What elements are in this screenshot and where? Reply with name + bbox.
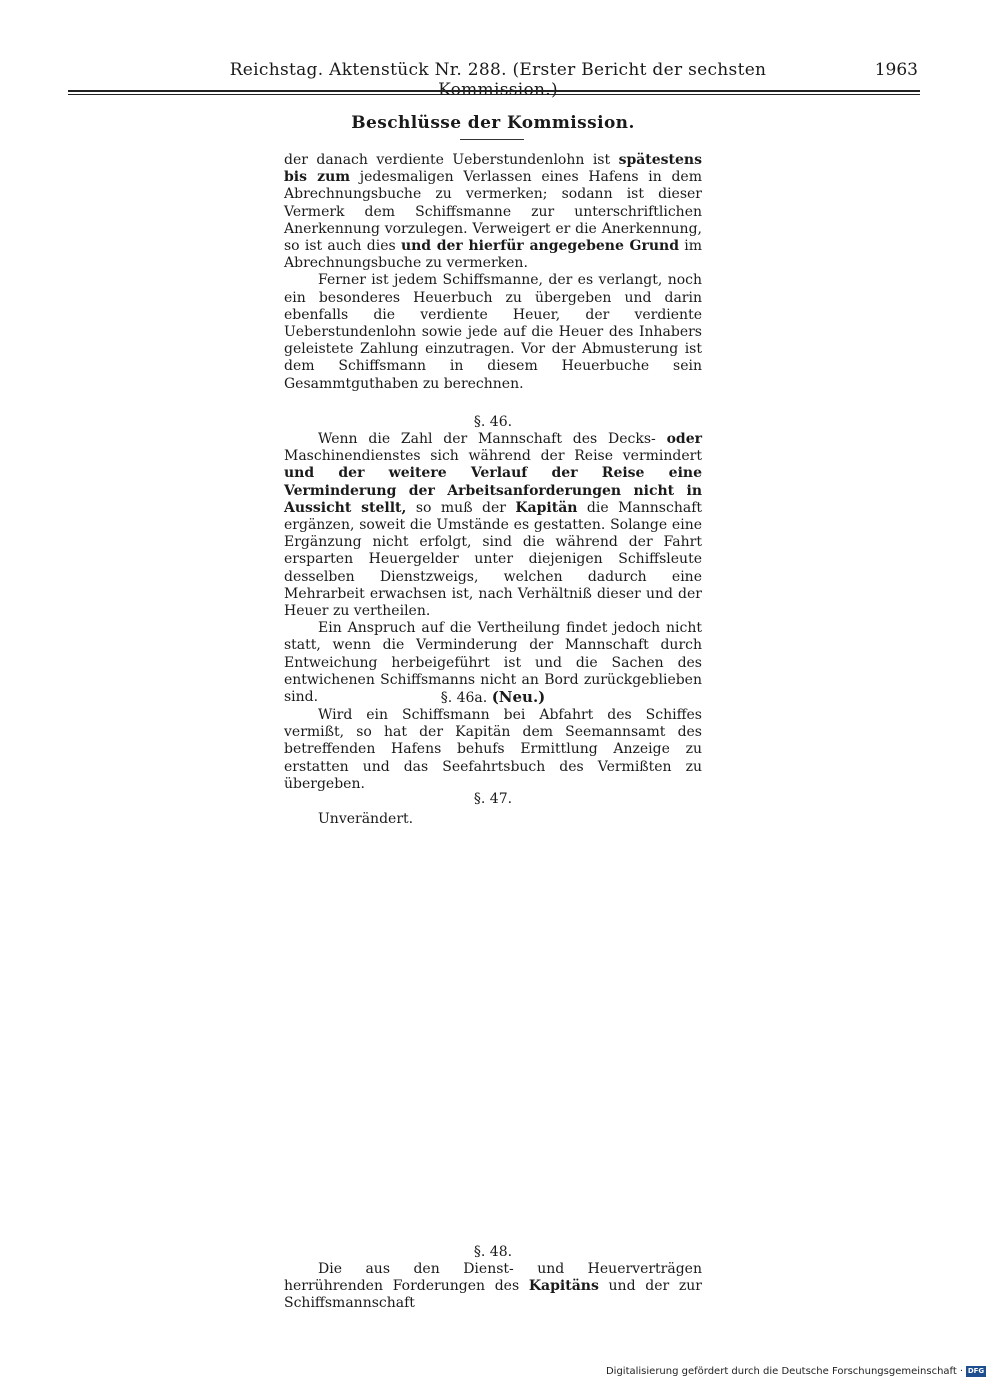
- footer-separator: ·: [959, 1366, 963, 1377]
- bold-text-run: spätestens bis zum: [284, 152, 702, 186]
- section-47-text: Unverändert.: [318, 811, 414, 827]
- bold-text-run: und der hierfür angegebene Grund: [400, 238, 680, 255]
- section-46a: [284, 688, 702, 793]
- section-47-title: §. 47.: [473, 791, 513, 807]
- text-run: im Abrechnungsbuche zu vermerken.: [284, 238, 702, 272]
- column-heading: Beschlüsse der Kommission.: [351, 113, 635, 133]
- heading-rule: [460, 139, 524, 140]
- text-run: und der zur Schiffsmannschaft: [284, 1278, 702, 1312]
- running-title: Reichstag. Aktenstück Nr. 288. (Erster Bericht der sechsten Kommission.): [229, 60, 767, 100]
- section-48-title: §. 48.: [473, 1244, 513, 1260]
- page-number: 1963: [874, 60, 918, 80]
- continuation-block: [284, 152, 702, 393]
- text-run: Maschinendienstes sich während der Reise vermindert: [284, 448, 702, 465]
- header-rule-thin: [68, 94, 920, 95]
- section-46-paragraph-1: [284, 431, 702, 620]
- section-48-paragraph: [284, 1261, 702, 1313]
- bold-text-run: und der weitere Verlauf der Reise eine Verminderung der Arbeitsanforderungen nicht in Aussicht stellt,: [284, 465, 702, 516]
- continuation-paragraph: [284, 152, 702, 272]
- section-46-title: §. 46.: [473, 414, 513, 430]
- text-run: Die aus den Dienst- und Heuerverträgen herrührenden Forderungen des: [284, 1261, 702, 1295]
- section-46: [284, 413, 702, 706]
- heuerbuch-paragraph: Ferner ist jedem Schiffsmanne, der es verlangt, noch ein besonderes Heuerbuch zu übergeben und darin ebenfalls die verdiente Heuer, der verdiente Ueberstundenlohn sowie jede auf die Heuer des Inhabers geleistete Zahlung einzutragen. Vor der Abmusterung ist dem Schiffsmann in diesem Heuerbuche sein Gesammtguthaben zu berechnen.: [284, 272, 702, 392]
- section-46-paragraph-2: Ein Anspruch auf die Vertheilung findet jedoch nicht statt, wenn die Verminderung der Mannschaft durch Entweichung herbeigeführt ist und die Sachen des entwichenen Schiffsmanns nicht an Bord zurückgeblieben sind.: [284, 620, 702, 706]
- footer-text: Digitalisierung gefördert durch die Deutsche Forschungsgemeinschaft: [605, 1366, 957, 1377]
- section-46a-paragraph: Wird ein Schiffsmann bei Abfahrt des Schiffes vermißt, so hat der Kapitän dem Seemannsamt des betreffenden Hafens behufs Ermittlung Anzeige zu erstatten und das Seefahrtsbuch des Vermißten zu übergeben.: [284, 707, 702, 792]
- bold-text-run: Kapitäns: [528, 1278, 599, 1295]
- header-rule-thick: [68, 90, 920, 92]
- dfg-logo: DFG: [967, 1367, 985, 1375]
- text-run: die Mannschaft ergänzen, soweit die Umstände es gestatten. Solange eine Ergänzung nicht erfolgt, sind die während der Fahrt ersparten Heuergelder unter diejenigen Schiffsleute desselben Dienstzweigs, welchen dadurch eine Mehrarbeit erwachsen ist, nach Verhältniß dieser und der Heuer zu vertheilen.: [284, 499, 702, 620]
- section-47: [284, 790, 702, 828]
- text-run: der danach verdiente Ueberstundenlohn ist: [284, 152, 619, 168]
- section-46a-title: [284, 688, 702, 707]
- text-run: Wenn die Zahl der Mannschaft des Decks-: [318, 431, 667, 447]
- section-46a-number: §. 46a.: [440, 690, 488, 706]
- text-run: jedesmaligen Verlassen eines Hafens in dem Abrechnungsbuche zu vermerken; sodann ist dieser Vermerk dem Schiffsmanne zur unterschriftlichen Anerkennung vorzulegen. Verweigert er die Anerkennung, so ist auch dies: [284, 169, 702, 255]
- running-header: [68, 60, 920, 100]
- text-run: so muß der: [406, 499, 516, 516]
- section-46a-new-tag: (Neu.): [491, 688, 546, 706]
- footer-credit: [606, 1366, 986, 1377]
- section-48: [284, 1243, 702, 1313]
- bold-text-run: oder: [666, 431, 702, 447]
- bold-text-run: Kapitän: [515, 499, 578, 516]
